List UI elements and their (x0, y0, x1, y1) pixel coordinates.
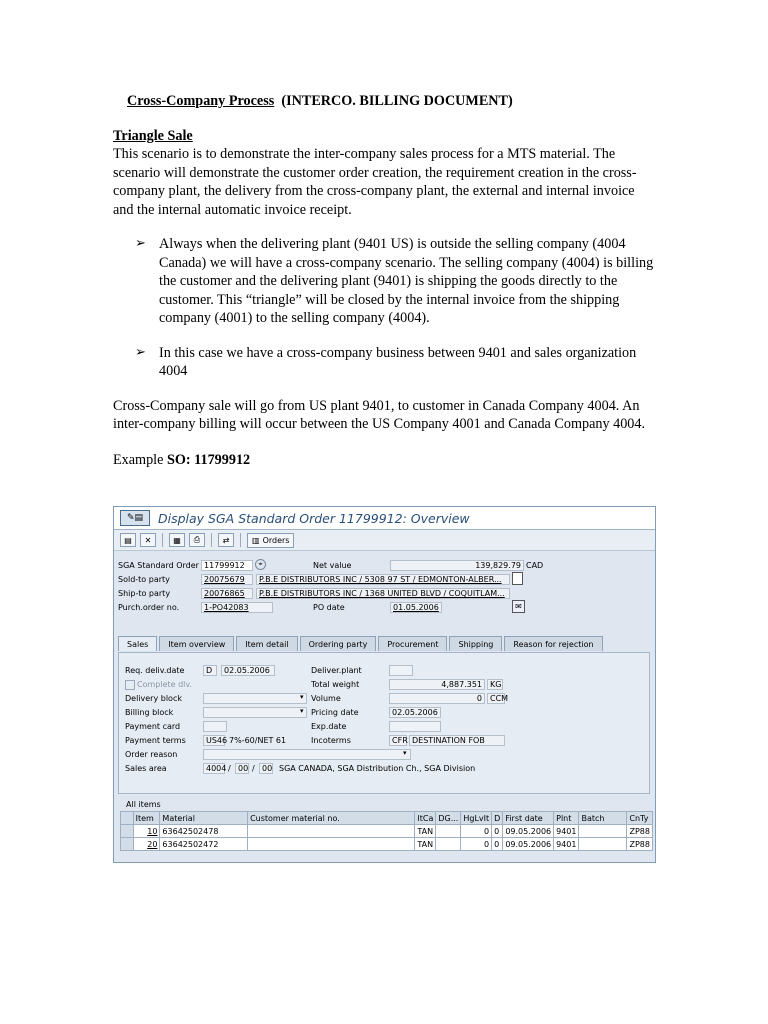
column-header[interactable]: Batch (579, 812, 627, 825)
tab-shipping[interactable]: Shipping (449, 636, 502, 651)
payment-card-field[interactable] (203, 721, 227, 732)
sales-area-label: Sales area (125, 764, 167, 773)
ship-to-description: P.B.E DISTRIBUTORS INC / 1368 UNITED BLVD / COQUITLAM... (256, 588, 510, 599)
tab-sales[interactable]: Sales (118, 636, 157, 651)
tab-strip (118, 636, 605, 652)
dg-cell[interactable] (436, 825, 461, 838)
sap-title-bar (114, 507, 655, 530)
hglvit-cell[interactable]: 0 (461, 838, 492, 851)
net-value-field: 139,829.79 (390, 560, 524, 571)
req-deliv-type-field[interactable]: D (203, 665, 217, 676)
volume-unit-field: CCM (487, 693, 505, 704)
tab-reason-for-rejection[interactable]: Reason for rejection (504, 636, 602, 651)
sap-screenshot (113, 506, 656, 863)
sales-area-desc: SGA CANADA, SGA Distribution Ch., SGA Division (279, 764, 476, 773)
second-paragraph: Cross-Company sale will go from US plant 9401, to customer in Canada Company 4004. An inter-company billing will occur between the US Company 4001 and Canada Company 4004. (113, 397, 646, 432)
payment-card-label: Payment card (125, 722, 181, 731)
payment-terms-code[interactable]: US46 (203, 735, 225, 746)
arrowhead-bullet-icon: ➢ (135, 344, 146, 360)
table-row[interactable] (121, 838, 653, 851)
row-selector-header[interactable] (121, 812, 134, 825)
first-date-cell[interactable]: 09.05.2006 (503, 825, 554, 838)
batch-cell[interactable] (579, 838, 627, 851)
bullet-list (113, 235, 658, 381)
order-header (115, 551, 654, 631)
section-heading: Triangle Sale (113, 127, 193, 144)
tab-item-detail[interactable]: Item detail (236, 636, 297, 651)
toolbar-separator (240, 533, 241, 547)
deliver-plant-field[interactable] (389, 665, 413, 676)
complete-dlv-label: Complete dlv. (137, 680, 193, 689)
total-weight-label: Total weight (311, 680, 360, 689)
tab-item-overview[interactable]: Item overview (159, 636, 234, 651)
dropdown-icon[interactable]: ▾ (300, 707, 304, 715)
header-icon[interactable]: ▦ (169, 533, 185, 547)
material-cell[interactable]: 63642502478 (160, 825, 248, 838)
customer-material-cell[interactable] (248, 838, 415, 851)
delete-icon[interactable]: ✕ (140, 533, 156, 547)
delivery-block-field[interactable] (203, 693, 307, 704)
example-label: Example (113, 451, 164, 468)
tab-ordering-party[interactable]: Ordering party (300, 636, 377, 651)
pricing-date-label: Pricing date (311, 708, 359, 717)
column-header[interactable]: CnTy (627, 812, 653, 825)
document-flow-icon[interactable]: ⇄ (218, 533, 234, 547)
title-rest: (INTERCO. BILLING DOCUMENT) (281, 93, 513, 109)
total-weight-field: 4,887.351 (389, 679, 485, 690)
customer-material-cell[interactable] (248, 825, 415, 838)
exp-date-field[interactable] (389, 721, 441, 732)
dist-channel-field[interactable]: 00 (235, 763, 249, 774)
bullet-text: Always when the delivering plant (9401 US) is outside the selling company (4004 Canada) we will have a cross-company scenario. The selling company (4004) is billing the customer and the delivering plant (9401) is shipping the goods directly to the customer. This “triangle” will be closed by the internal invoice from the shipping company (4001) to the selling company (4004). (159, 236, 654, 326)
row-selector[interactable] (121, 838, 134, 851)
currency-label: CAD (526, 561, 544, 570)
deliver-plant-label: Deliver.plant (311, 666, 362, 675)
req-deliv-date-label: Req. deliv.date (125, 666, 185, 675)
item-cell[interactable]: 10 (133, 825, 160, 838)
column-header[interactable]: First date (503, 812, 554, 825)
incoterms-label: Incoterms (311, 736, 351, 745)
attachment-icon[interactable]: ✉ (512, 600, 525, 613)
document-title (127, 92, 658, 111)
order-number-field[interactable]: 11799912 (201, 560, 253, 571)
display-change-icon[interactable]: ✎▤ (120, 510, 150, 526)
sales-tab-panel (118, 652, 650, 794)
po-number-field[interactable]: 1-PO42083 (201, 602, 273, 613)
toolbar-separator (211, 533, 212, 547)
division-field[interactable]: 00 (259, 763, 273, 774)
title-underlined: Cross-Company Process (127, 93, 275, 109)
first-date-cell[interactable]: 09.05.2006 (503, 838, 554, 851)
all-items-caption: All items (126, 800, 161, 809)
plant-cell[interactable]: 9401 (554, 838, 579, 851)
plant-cell[interactable]: 9401 (554, 825, 579, 838)
orders-button-label: Orders (262, 535, 290, 545)
column-header[interactable]: Customer material no. (248, 812, 415, 825)
orders-button[interactable] (247, 533, 294, 548)
arrowhead-bullet-icon: ➢ (135, 236, 146, 251)
ship-to-field[interactable]: 20076865 (201, 588, 253, 599)
table-row[interactable] (121, 825, 653, 838)
weight-unit-field: KG (487, 679, 503, 690)
item-cell[interactable]: 20 (133, 838, 160, 851)
sold-to-label: Sold-to party (118, 575, 170, 584)
order-reason-label: Order reason (125, 750, 178, 759)
req-deliv-date-field[interactable]: 02.05.2006 (221, 665, 275, 676)
column-header[interactable]: HgLvIt (461, 812, 492, 825)
tab-procurement[interactable]: Procurement (378, 636, 447, 651)
order-reason-field[interactable] (203, 749, 411, 760)
delivery-block-label: Delivery block (125, 694, 182, 703)
dg-cell[interactable] (436, 838, 461, 851)
items-section (118, 798, 653, 860)
order-label: SGA Standard Order (118, 561, 199, 570)
items-table (120, 811, 653, 851)
cnty-cell[interactable]: ZP88 (627, 825, 653, 838)
complete-dlv-checkbox[interactable] (125, 680, 135, 690)
hglvit-cell[interactable]: 0 (461, 825, 492, 838)
intro-paragraph: This scenario is to demonstrate the inter-company sales process for a MTS material. The scenario will demonstrate the customer order creation, the requirement creation in the cross-company plant, the delivery from the cross-company plant, the external and internal invoice and the internal automatic invoice receipt. (113, 146, 637, 218)
batch-cell[interactable] (579, 825, 627, 838)
bullet-item (113, 235, 658, 328)
payment-terms-desc: 7%-60/NET 61 (229, 736, 287, 745)
example-line (113, 451, 658, 470)
incoterms-code[interactable]: CFR (389, 735, 407, 746)
incoterms-desc[interactable]: DESTINATION FOB (409, 735, 505, 746)
toolbar-separator (162, 533, 163, 547)
table-header-row (121, 812, 653, 825)
cnty-cell[interactable]: ZP88 (627, 838, 653, 851)
document-body (113, 92, 658, 469)
billing-block-field[interactable] (203, 707, 307, 718)
column-header[interactable]: Plnt (554, 812, 579, 825)
billing-block-label: Billing block (125, 708, 174, 717)
sold-to-description: P.B.E DISTRIBUTORS INC / 5308 97 ST / EDMONTON-ALBER... (256, 574, 510, 585)
po-number-label: Purch.order no. (118, 603, 180, 612)
po-date-label: PO date (313, 603, 345, 612)
example-value: SO: 11799912 (166, 451, 251, 468)
d-cell[interactable]: 0 (492, 825, 503, 838)
ship-to-label: Ship-to party (118, 589, 171, 598)
column-header[interactable]: D (492, 812, 503, 825)
orders-list-icon: ▥ (252, 535, 260, 545)
slash-separator: / (252, 764, 255, 773)
volume-field: 0 (389, 693, 485, 704)
payment-terms-label: Payment terms (125, 736, 186, 745)
slash-separator: / (228, 764, 231, 773)
condition-icon[interactable]: ⌖ (255, 559, 266, 570)
volume-label: Volume (311, 694, 341, 703)
exp-date-label: Exp.date (311, 722, 347, 731)
print-icon[interactable]: ⎙ (189, 533, 205, 547)
itca-cell[interactable]: TAN (415, 825, 436, 838)
sold-to-field[interactable]: 20075679 (201, 574, 253, 585)
column-header[interactable]: Material (160, 812, 248, 825)
sales-org-field[interactable]: 4004 (203, 763, 225, 774)
column-header[interactable]: Item (133, 812, 160, 825)
po-date-field[interactable]: 01.05.2006 (390, 602, 442, 613)
sap-window-title: Display SGA Standard Order 11799912: Overview (158, 510, 470, 526)
sap-toolbar (114, 530, 655, 551)
pricing-date-field[interactable]: 02.05.2006 (389, 707, 441, 718)
dropdown-icon[interactable]: ▾ (300, 693, 304, 701)
bullet-text: In this case we have a cross-company business between 9401 and sales organization 4004 (159, 344, 637, 379)
document-icon[interactable] (512, 572, 523, 585)
d-cell[interactable]: 0 (492, 838, 503, 851)
dropdown-icon[interactable]: ▾ (403, 749, 407, 757)
column-header[interactable]: DG... (436, 812, 461, 825)
row-selector[interactable] (121, 825, 134, 838)
net-value-label: Net value (313, 561, 352, 570)
bullet-item (113, 344, 658, 381)
display-doc-icon[interactable]: ▤ (120, 533, 136, 547)
column-header[interactable]: ItCa (415, 812, 436, 825)
itca-cell[interactable]: TAN (415, 838, 436, 851)
material-cell[interactable]: 63642502472 (160, 838, 248, 851)
